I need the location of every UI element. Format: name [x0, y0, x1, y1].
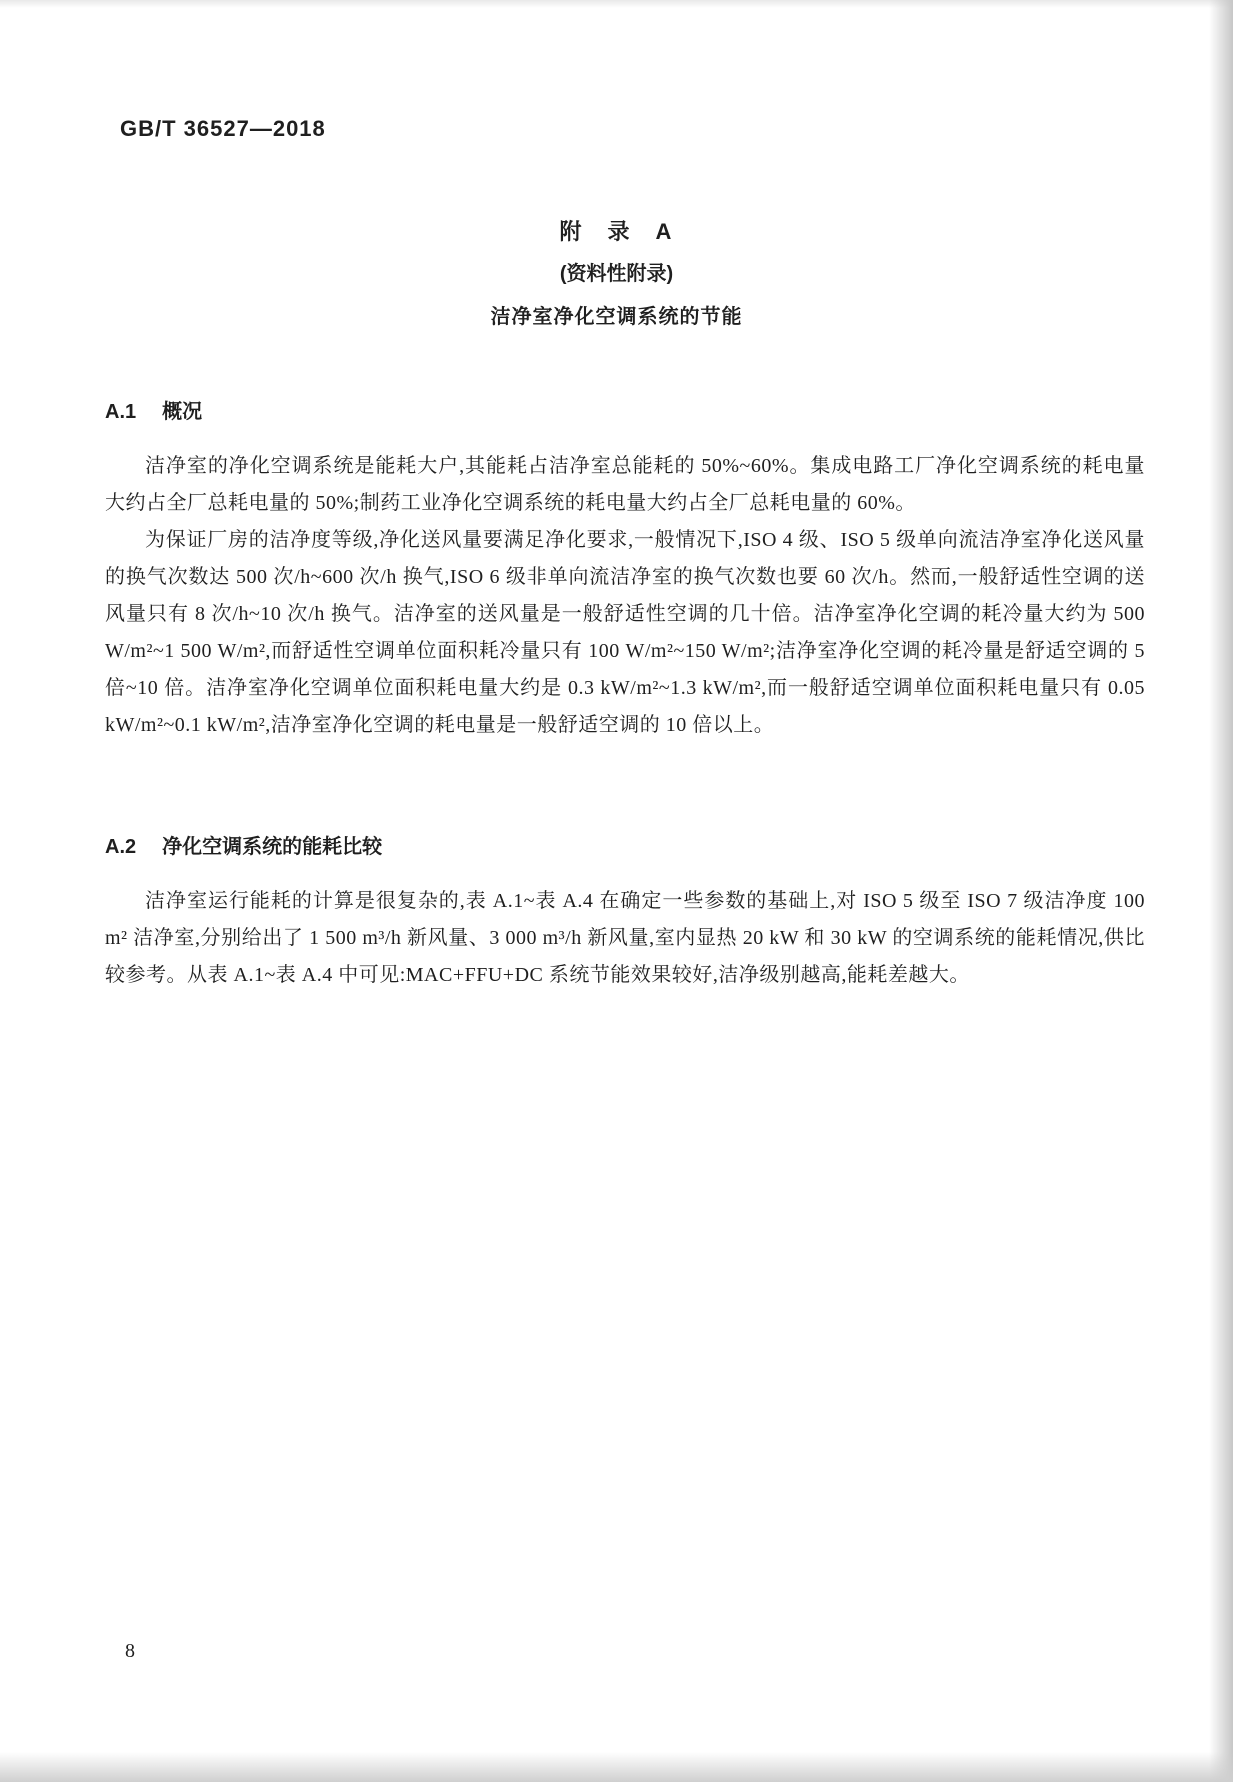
- scan-edge-right: [1209, 0, 1233, 1782]
- section-heading-a1: [105, 395, 1145, 424]
- appendix-title: 洁净室净化空调系统的节能: [490, 306, 743, 328]
- scan-edge-top: [0, 0, 1233, 8]
- section-title: 概况: [162, 401, 203, 423]
- paragraph: 洁净室运行能耗的计算是很复杂的,表 A.1~表 A.4 在确定一些参数的基础上,对 ISO 5 级至 ISO 7 级洁净度 100 m² 洁净室,分别给出了 1 500 m³/h 新风量、3 000 m³/h 新风量,室内显热 20 kW 和 30 kW 的空调系统的能耗情况,供比较参考。从表 A.1~表 A.4 中可见:MAC+FFU+DC 系统节能效果较好,洁净级别越高,能耗差越大。: [105, 890, 1145, 986]
- paragraph: 为保证厂房的洁净度等级,净化送风量要满足净化要求,一般情况下,ISO 4 级、ISO 5 级单向流洁净室净化送风量的换气次数达 500 次/h~600 次/h 换气,ISO 6 级非单向流洁净室的换气次数也要 60 次/h。然而,一般舒适性空调的送风量只有 8 次/h~10 次/h 换气。洁净室的送风量是一般舒适性空调的几十倍。洁净室净化空调的耗冷量大约为 500 W/m²~1 500 W/m²,而舒适性空调单位面积耗冷量只有 100 W/m²~150 W/m²;洁净室净化空调的耗冷量是舒适空调的 5 倍~10 倍。洁净室净化空调单位面积耗电量大约是 0.3 kW/m²~1.3 kW/m²,而一般舒适空调单位面积耗电量只有 0.05 kW/m²~0.1 kW/m²,洁净室净化空调的耗电量是一般舒适空调的 10 倍以上。: [105, 529, 1145, 736]
- paragraph: 洁净室的净化空调系统是能耗大户,其能耗占洁净室总能耗的 50%~60%。集成电路工厂净化空调系统的耗电量大约占全厂总耗电量的 50%;制药工业净化空调系统的耗电量大约占全厂总耗电量的 60%。: [105, 455, 1145, 514]
- section-a2-body: [105, 883, 1145, 994]
- appendix-title-block: [0, 210, 1233, 339]
- scan-edge-bottom: [0, 1752, 1233, 1782]
- section-a1-body: [105, 448, 1145, 744]
- section-number: A.2: [105, 836, 137, 858]
- appendix-label: 附 录 A: [559, 219, 674, 244]
- section-number: A.1: [105, 401, 137, 423]
- section-heading-a2: [105, 830, 1145, 859]
- standard-number-header: GB/T 36527—2018: [120, 116, 326, 141]
- appendix-subtitle: (资料性附录): [559, 263, 674, 285]
- page-number: 8: [125, 1640, 135, 1662]
- section-title: 净化空调系统的能耗比较: [162, 836, 383, 858]
